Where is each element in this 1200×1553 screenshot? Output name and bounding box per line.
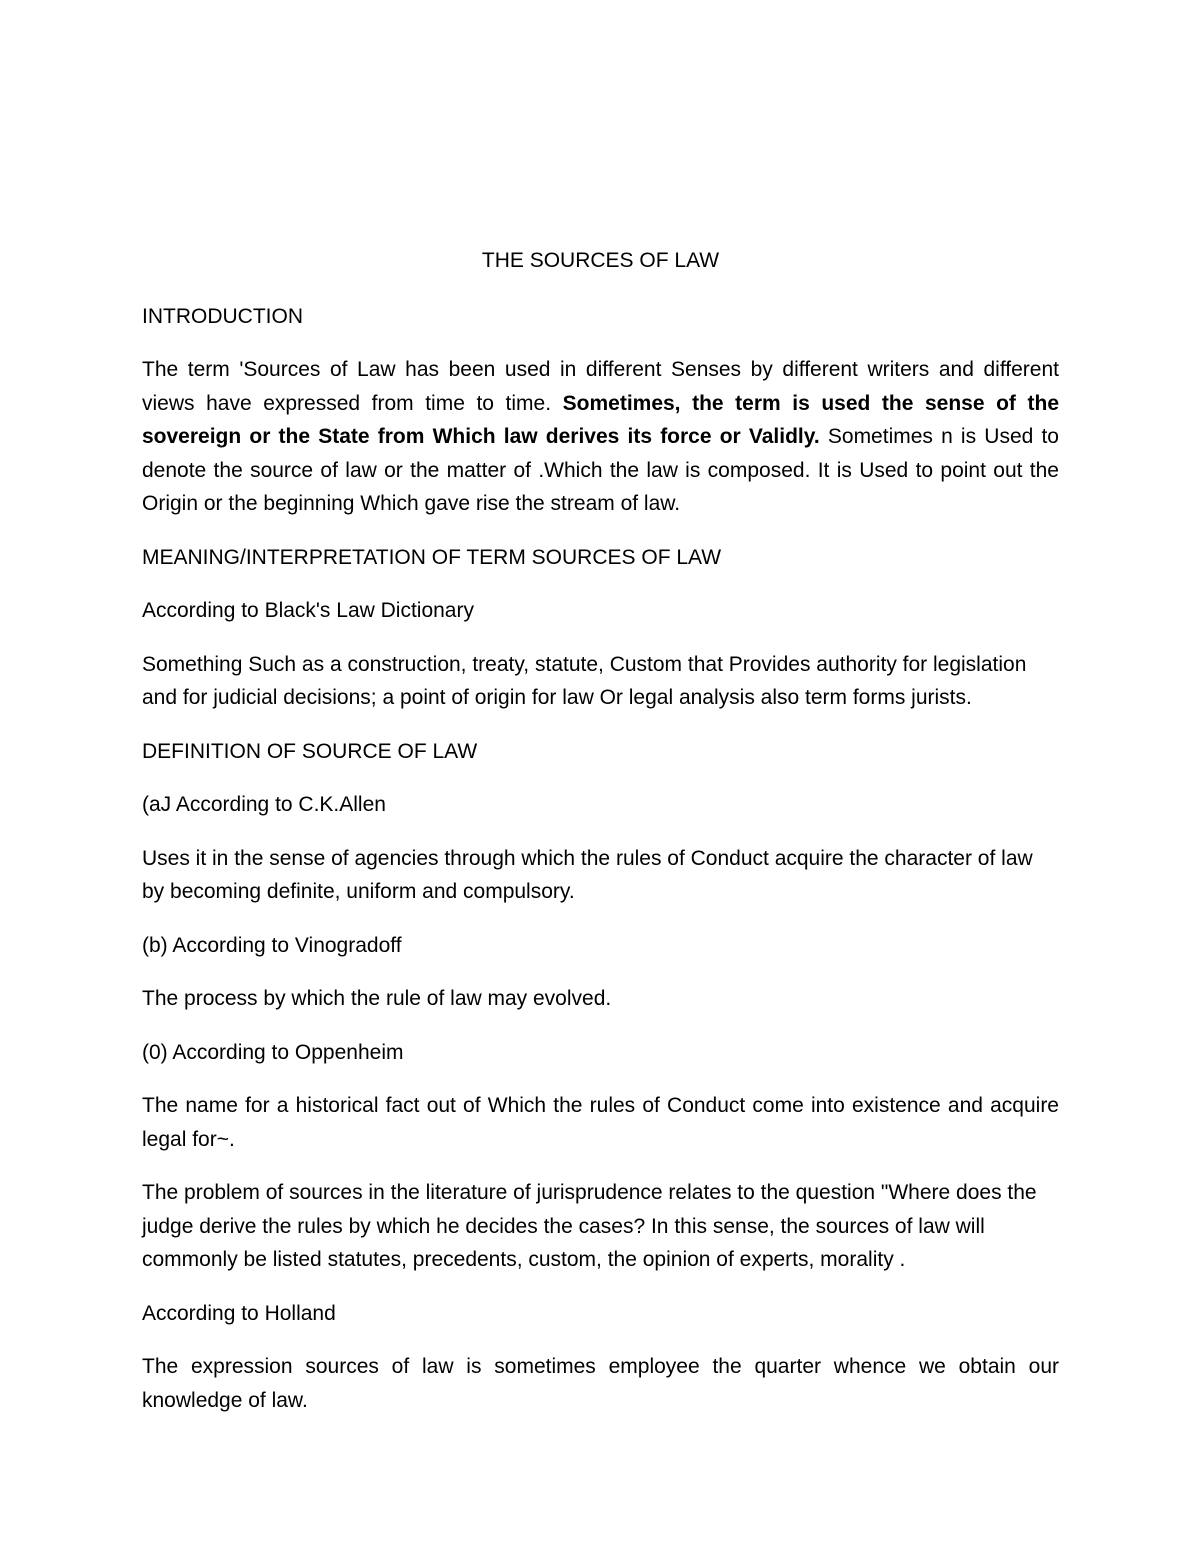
document-title: THE SOURCES OF LAW (481, 249, 720, 272)
intro-text-part2: Sometimes n is Used to denote the source of law or the matter of .Which the law is composed. It is Used to point out the Origin or the beginning Which gave rise the stream of law. (142, 425, 1059, 515)
meaning-heading: MEANING/INTERPRETATION OF TERM SOURCES OF LAW (142, 545, 722, 569)
oppenheim-label: (0) According to Oppenheim (142, 1040, 404, 1064)
definition-heading: DEFINITION OF SOURCE OF LAW (142, 739, 478, 763)
blacks-label: According to Black's Law Dictionary (142, 599, 474, 622)
problem-paragraph: The problem of sources in the literature of jurisprudence relates to the question "Where does the judge derive the rules by which he decides the cases? In this sense, the sources of law will commonly be listed statutes, precedents, custom, the opinion of experts, morality . (142, 1181, 1037, 1271)
intro-heading: INTRODUCTION (142, 304, 303, 328)
intro-text-part1: The term 'Sources of Law has been used in different Senses by different writers and different views have expressed from time to time. (142, 358, 1059, 415)
document-page (142, 244, 1059, 1437)
allen-label: (aJ According to C.K.Allen (142, 793, 386, 816)
vinogradoff-label: (b) According to Vinogradoff (142, 933, 402, 957)
intro-text-bold: Sometimes, the term is used the sense of the sovereign or the State from Which law derives its force or Validly. (142, 391, 1059, 448)
holland-label: According to Holland (142, 1301, 336, 1325)
oppenheim-paragraph: The name for a historical fact out of Which the rules of Conduct come into existence and acquire legal for~. (142, 1094, 1059, 1151)
holland-paragraph: The expression sources of law is sometimes employee the quarter whence we obtain our knowledge of law. (142, 1355, 1059, 1412)
blacks-paragraph: Something Such as a construction, treaty, statute, Custom that Provides authority for legislation and for judicial decisions; a point of origin for law Or legal analysis also term forms jurists. (142, 652, 1027, 709)
vinogradoff-paragraph: The process by which the rule of law may evolved. (142, 987, 612, 1010)
intro-paragraph (142, 353, 1059, 521)
allen-paragraph: Uses it in the sense of agencies through which the rules of Conduct acquire the character of law by becoming definite, uniform and compulsory. (142, 846, 1033, 903)
